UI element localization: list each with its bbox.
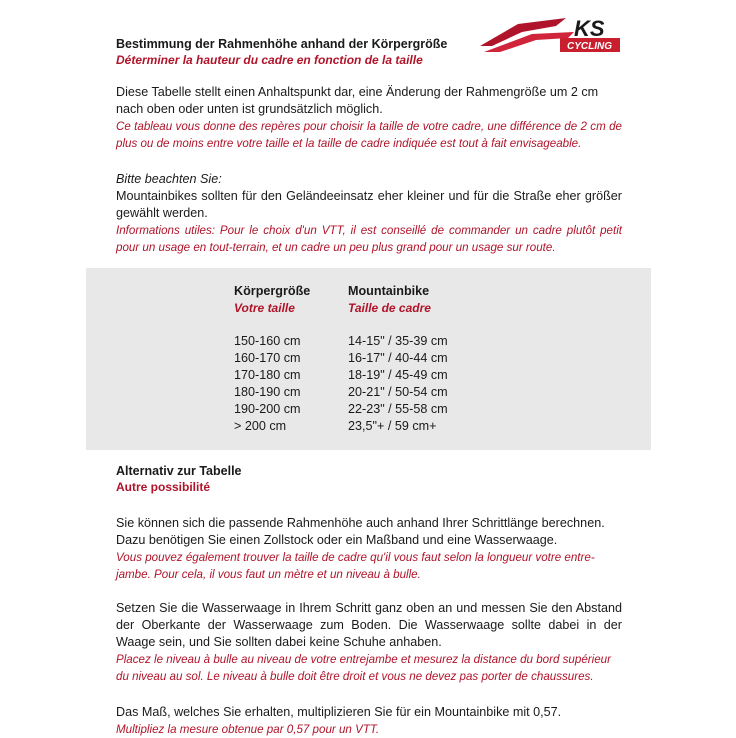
table-column-height [234, 283, 310, 317]
page-title: Bestimmung der Rahmenhöhe anhand der Körpergröße [116, 37, 448, 51]
note-de: Mountainbikes sollten für den Geländeeinsatz eher kleiner und für die Straße eher größer gewählt werden. [116, 189, 622, 220]
table-cell-height: 150-160 cm [234, 334, 301, 348]
col-frame-subheader: Taille de cadre [348, 301, 431, 315]
alternative-paragraph-2 [116, 600, 622, 685]
table-cell-frame: 18-19" / 45-49 cm [348, 368, 448, 382]
logo-ks-text: KS [574, 16, 605, 41]
alt-p3-de: Das Maß, welches Sie erhalten, multiplizieren Sie für ein Mountainbike mit 0,57. [116, 705, 562, 719]
alt-p2-de: Setzen Sie die Wasserwaage in Ihrem Schritt ganz oben an und messen Sie den Abstand der Oberkante der Wasserwaage zum Boden. Die Wasserwaage sollte dabei in der Waage sein, und Sie sollten dabei keine Schuhe anhaben. [116, 601, 622, 649]
table-cell-frame: 22-23" / 55-58 cm [348, 402, 448, 416]
col-frame-header: Mountainbike [348, 284, 430, 298]
alt-p3-fr: Multipliez la mesure obtenue par 0,57 pour un VTT. [116, 723, 380, 736]
table-cell-height: 180-190 cm [234, 385, 301, 399]
alternative-title: Alternativ zur Tabelle [116, 464, 242, 478]
alternative-paragraph-1 [116, 515, 622, 583]
table-column-frame [348, 283, 431, 317]
alternative-subtitle: Autre possibilité [116, 480, 211, 494]
note-fr: Informations utiles: Pour le choix d'un VTT, il est conseillé de commander un cadre plutôt petit pour un usage en tout-terrain, et un cadre un peu plus grand pour un usage sur route. [116, 224, 622, 254]
page-subtitle: Déterminer la hauteur du cadre en fonction de la taille [116, 53, 423, 67]
alternative-paragraph-3 [116, 704, 622, 738]
note-label: Bitte beachten Sie: [116, 172, 222, 186]
table-cell-height: 170-180 cm [234, 368, 301, 382]
page-heading [116, 37, 622, 69]
table-cell-frame: 14-15" / 35-39 cm [348, 334, 448, 348]
logo-cycling-text: CYCLING [567, 41, 612, 52]
intro-fr: Ce tableau vous donne des repères pour choisir la taille de votre cadre, une différence de 2 cm de plus ou de moins entre votre taille et la taille de cadre indiquée est tout à fait envisageable. [116, 120, 622, 150]
table-frame-values [348, 333, 448, 435]
alt-p2-fr: Placez le niveau à bulle au niveau de votre entrejambe et mesurez la distance du bord supérieur du niveau au sol. Le niveau à bulle doit être droit et vous ne devez pas porter de chaussures. [116, 653, 611, 683]
alt-p1-fr: Vous pouvez également trouver la taille de cadre qu'il vous faut selon la longueur votre entre-jambe. Pour cela, il vous faut un mètre et un niveau à bulle. [116, 551, 595, 581]
alt-p1-de: Sie können sich die passende Rahmenhöhe auch anhand Ihrer Schrittlänge berechnen. Dazu benötigen Sie einen Zollstock oder ein Maßband und eine Wasserwaage. [116, 516, 605, 547]
table-cell-height: > 200 cm [234, 419, 287, 433]
table-cell-height: 190-200 cm [234, 402, 301, 416]
col-height-subheader: Votre taille [234, 301, 295, 315]
col-height-header: Körpergröße [234, 284, 311, 298]
table-cell-frame: 20-21" / 50-54 cm [348, 385, 448, 399]
table-height-values [234, 333, 301, 435]
table-cell-height: 160-170 cm [234, 351, 301, 365]
table-cell-frame: 23,5"+ / 59 cm+ [348, 419, 437, 433]
alternative-section [116, 464, 622, 496]
note-section [116, 171, 622, 256]
intro-section [116, 84, 622, 152]
table-cell-frame: 16-17" / 40-44 cm [348, 351, 448, 365]
intro-de: Diese Tabelle stellt einen Anhaltspunkt dar, eine Änderung der Rahmengröße um 2 cm nach oben oder unten ist grundsätzlich möglich. [116, 85, 599, 116]
